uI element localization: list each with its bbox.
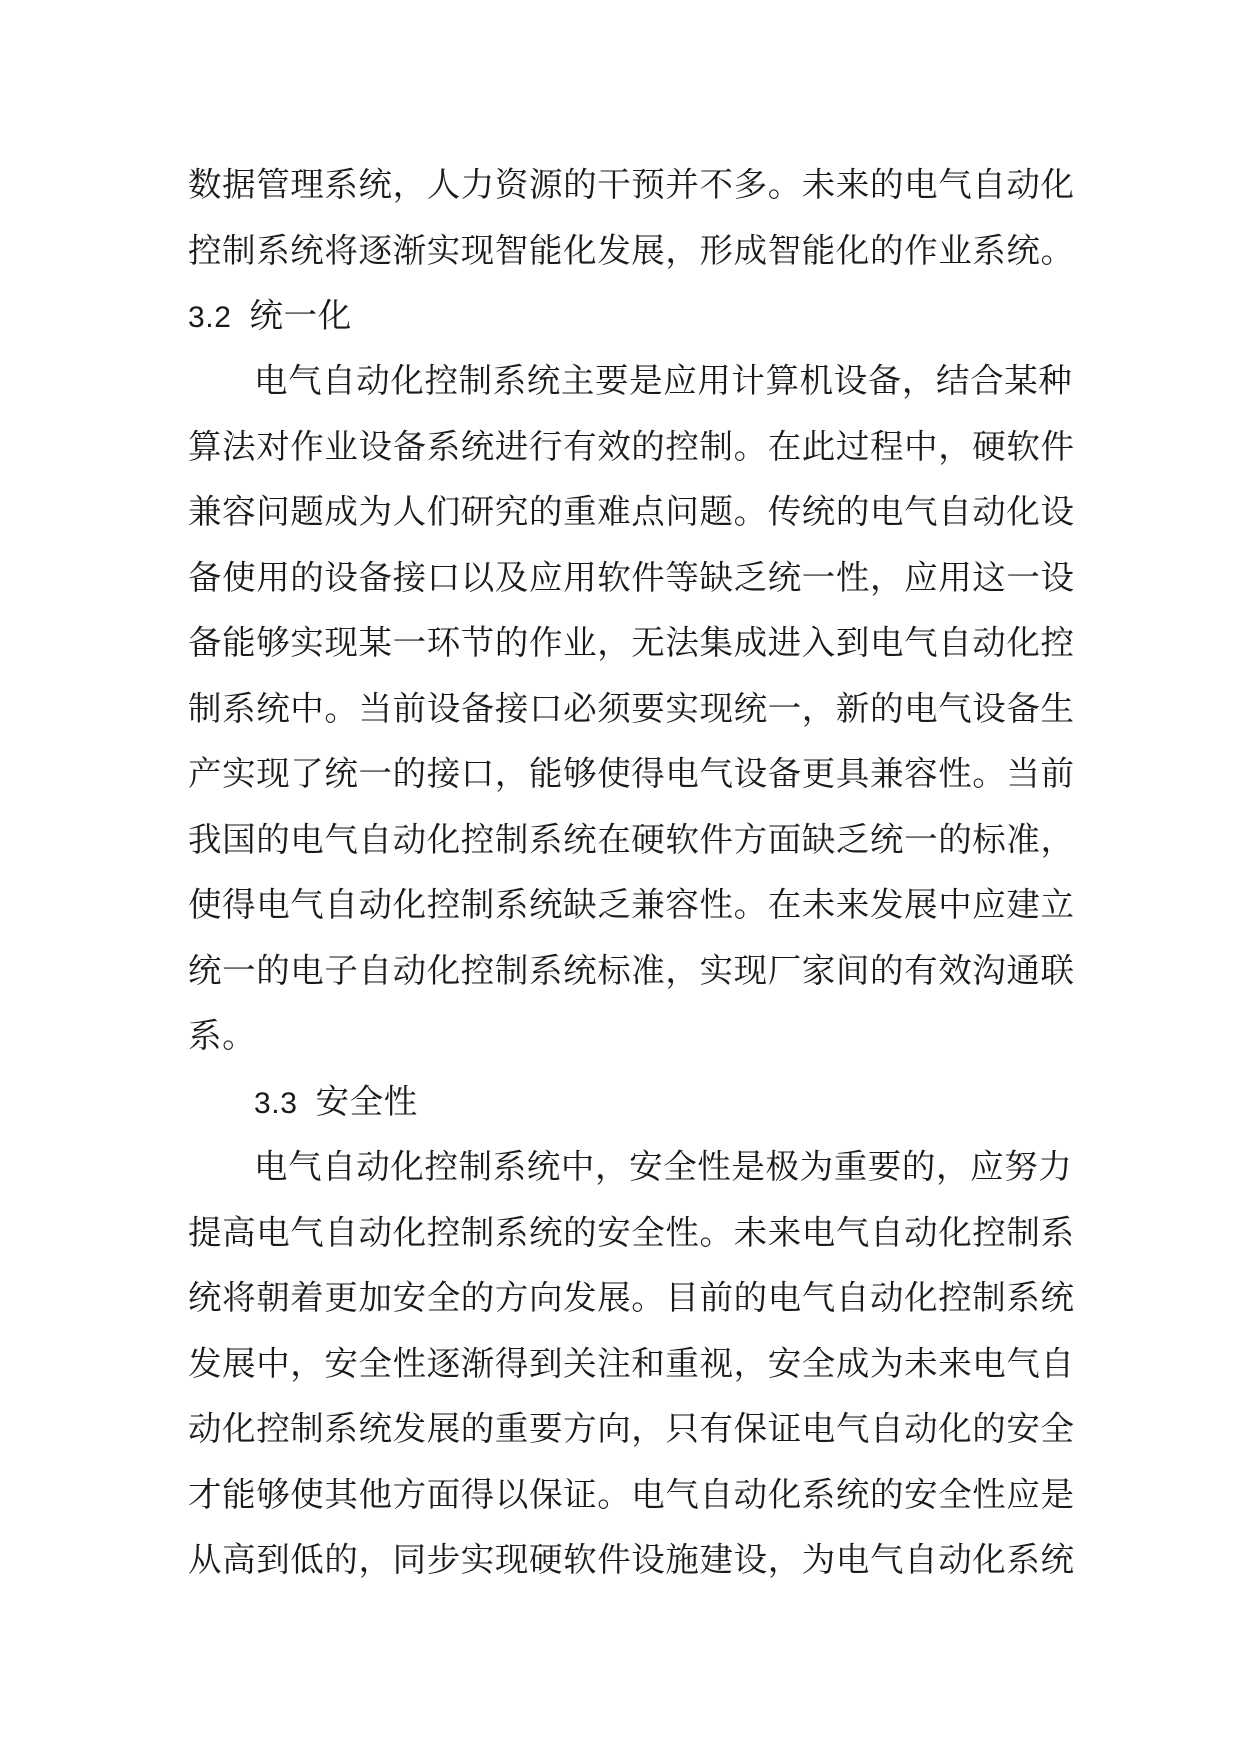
- text-line: 我国的电气自动化控制系统在硬软件方面缺乏统一的标准，: [188, 820, 1075, 859]
- section-title: 统一化: [249, 296, 352, 335]
- text-line: 从高到低的，同步实现硬软件设施建设，为电气自动化系统: [188, 1540, 1075, 1579]
- text-line: 控制系统将逐渐实现智能化发展，形成智能化的作业系统。: [188, 231, 1075, 270]
- text-line: 算法对作业设备系统进行有效的控制。在此过程中，硬软件: [188, 427, 1075, 466]
- text-line: 使得电气自动化控制系统缺乏兼容性。在未来发展中应建立: [188, 885, 1075, 924]
- text-line: 发展中，安全性逐渐得到关注和重视，安全成为未来电气自: [188, 1344, 1075, 1383]
- text-line: 数据管理系统，人力资源的干预并不多。未来的电气自动化: [188, 165, 1075, 204]
- section-number: 3.2: [188, 301, 232, 334]
- text-line: 系。: [188, 1016, 257, 1055]
- section-number: 3.3: [254, 1087, 298, 1120]
- text-line: 制系统中。当前设备接口必须要实现统一，新的电气设备生: [188, 689, 1075, 728]
- section-heading-3-3: [254, 1069, 1068, 1135]
- text-line: 兼容问题成为人们研究的重难点问题。传统的电气自动化设: [188, 492, 1075, 531]
- text-line: 才能够使其他方面得以保证。电气自动化系统的安全性应是: [188, 1475, 1075, 1514]
- section-heading-3-2: [188, 283, 1068, 349]
- paragraph-first-line: 电气自动化控制系统主要是应用计算机设备，结合某种: [254, 361, 1073, 400]
- text-line: 产实现了统一的接口，能够使得电气设备更具兼容性。当前: [188, 754, 1075, 793]
- text-line: 备能够实现某一环节的作业，无法集成进入到电气自动化控: [188, 623, 1075, 662]
- paragraph-first-line: 电气自动化控制系统中，安全性是极为重要的，应努力: [254, 1147, 1073, 1186]
- section-title: 安全性: [315, 1082, 418, 1121]
- text-line: 提高电气自动化控制系统的安全性。未来电气自动化控制系: [188, 1213, 1075, 1252]
- text-line: 动化控制系统发展的重要方向，只有保证电气自动化的安全: [188, 1409, 1075, 1448]
- text-line: 备使用的设备接口以及应用软件等缺乏统一性，应用这一设: [188, 558, 1075, 597]
- text-line: 统将朝着更加安全的方向发展。目前的电气自动化控制系统: [188, 1278, 1075, 1317]
- text-line: 统一的电子自动化控制系统标准，实现厂家间的有效沟通联: [188, 951, 1075, 990]
